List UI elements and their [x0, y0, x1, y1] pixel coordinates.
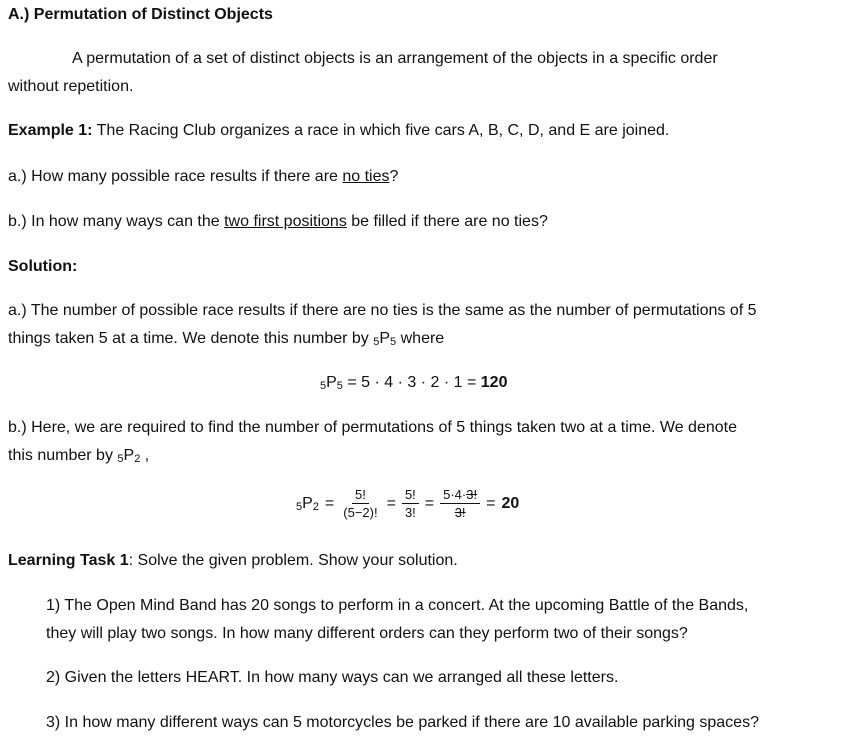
solution-a-text: things taken 5 at a time. We denote this number by [8, 330, 374, 347]
task-item-1-line-2: they will play two songs. In how many different orders can they perform two of their songs? [46, 625, 688, 642]
example-question-b [8, 213, 548, 231]
solution-b-line-2 [8, 447, 149, 465]
formula-a-result: 120 [480, 374, 508, 391]
solution-label: Solution: [8, 258, 78, 275]
definition-line-1: A permutation of a set of distinct objects is an arrangement of the objects in a specific order [72, 50, 718, 67]
formula-a-rhs: = 5 · 4 · 3 · 2 · 1 = [342, 374, 481, 391]
fraction-1: $\frac{5!}{(5-2)!}$ [343, 487, 378, 520]
solution-b-line-1: b.) Here, we are required to find the number of permutations of 5 things taken two at a time. We denote [8, 419, 737, 436]
question-b-suffix: be filled if there are no ties? [346, 213, 548, 230]
question-b-underlined: two first positions [224, 213, 347, 230]
formula-a-notation: $_5P_5$ [320, 374, 343, 392]
notation-5p5: $_5P_5$ [373, 330, 397, 348]
task-text: : Solve the given problem. Show your solution. [128, 552, 458, 569]
solution-b-suffix: , [140, 447, 150, 464]
example-label: Example 1: [8, 122, 93, 139]
formula-b [296, 487, 519, 520]
solution-a-line-1: a.) The number of possible race results if there are no ties is the same as the number of permutations of 5 [8, 302, 757, 319]
equals-sign: = [324, 494, 335, 512]
solution-a-line-2 [8, 330, 444, 348]
section-heading: A.) Permutation of Distinct Objects [8, 6, 273, 23]
task-label: Learning Task 1 [8, 552, 129, 569]
solution-b-text: this number by [8, 447, 118, 464]
solution-a-suffix: where [396, 330, 445, 347]
question-a-underlined: no ties [342, 168, 390, 185]
notation-5p2: $_5P_2$ [117, 447, 141, 465]
question-a-suffix: ? [389, 168, 399, 185]
definition-line-2: without repetition. [8, 78, 134, 95]
question-a-text: a.) How many possible race results if there are [8, 168, 343, 185]
task-item-3: 3) In how many different ways can 5 motorcycles be parked if there are 10 available parking spaces? [46, 714, 759, 731]
equals-sign: = [486, 494, 496, 512]
formula-b-result: 20 [501, 494, 520, 512]
formula-b-notation: $_5P_2$ [296, 494, 319, 513]
learning-task [8, 552, 458, 570]
task-item-1-line-1: 1) The Open Mind Band has 20 songs to perform in a concert. At the upcoming Battle of the Bands, [46, 597, 749, 614]
task-item-2: 2) Given the letters HEART. In how many ways can we arranged all these letters. [46, 669, 619, 686]
question-b-text: b.) In how many ways can the [8, 213, 225, 230]
equals-sign: = [424, 494, 435, 512]
formula-a [320, 374, 507, 392]
fraction-2: $\frac{5!}{3!}$ [402, 487, 419, 520]
example-text: The Racing Club organizes a race in which five cars A, B, C, D, and E are joined. [96, 122, 670, 139]
equals-sign: = [386, 494, 396, 512]
example-question-a [8, 168, 398, 186]
fraction-3: $\frac{5\cdot 4\cdot 3!}{3!}$ [440, 487, 480, 520]
example-1 [8, 122, 669, 140]
